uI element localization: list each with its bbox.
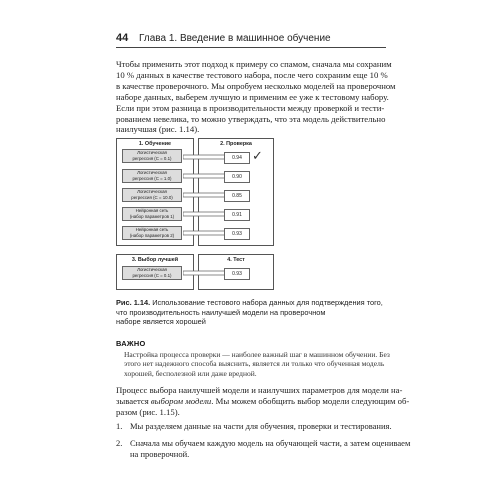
model-box xyxy=(122,169,182,183)
model-params: регрессия (C = 1.0) xyxy=(132,175,172,181)
score-box: 0.93 xyxy=(224,228,250,240)
model-name: Логистическая xyxy=(137,189,167,194)
list-item xyxy=(116,421,392,432)
text-line: рованием невелика, то можно утверждать, что эта модель действительно xyxy=(116,113,386,124)
text-line: 10 % данных в качестве тестового набора, после чего сохраним еще 10 % xyxy=(116,69,388,80)
list-text: Мы разделяем данные на части для обучения, проверки и тестирования. xyxy=(130,421,392,431)
score-box: 0.90 xyxy=(224,171,250,183)
score-box: 0.91 xyxy=(224,209,250,221)
select-best-title: 3. Выбор лучшей xyxy=(131,257,179,263)
model-box xyxy=(122,226,182,240)
model-box xyxy=(122,149,182,163)
model-name: Логистическая xyxy=(137,150,167,155)
list-text: Сначала мы обучаем каждую модель на обучающей части, а затем оцениваем xyxy=(130,437,411,448)
model-name: Логистическая xyxy=(137,170,167,175)
model-name: Нейронная сеть xyxy=(135,208,169,213)
validation-title: 2. Проверка xyxy=(220,141,252,147)
model-params: регрессия (C = 0.1) xyxy=(132,272,172,278)
text-line xyxy=(116,395,410,407)
model-name: Нейронная сеть xyxy=(135,227,169,232)
note-title: ВАЖНО xyxy=(116,339,146,348)
text-line: Если при этом разница в производительности между проверкой и тести- xyxy=(116,102,385,113)
text-line: Чтобы применить этот подход к примеру со спамом, сначала мы сохраним xyxy=(116,59,392,69)
caption-line xyxy=(116,298,386,308)
model-name: Логистическая xyxy=(137,267,167,272)
note-line: хорошей, бесполезной или даже вредной. xyxy=(124,368,257,378)
caption-line: наборе является хорошей xyxy=(116,317,206,326)
model-box xyxy=(122,188,182,202)
text-line: в качестве проверочного. Мы опробуем несколько моделей на проверочном xyxy=(116,80,396,91)
list-item xyxy=(116,437,411,460)
model-box xyxy=(122,207,182,221)
list-number: 2. xyxy=(116,437,123,448)
test-score-box: 0.93 xyxy=(224,268,250,280)
paragraph-2 xyxy=(116,385,410,418)
caption-text: Использование тестового набора данных для подтверждения того, xyxy=(150,298,383,307)
text-line: разом (рис. 1.15). xyxy=(116,406,180,417)
list-number: 1. xyxy=(116,421,123,431)
note-body xyxy=(124,350,390,378)
figure-caption xyxy=(116,298,386,327)
text-segment: зывается xyxy=(116,395,151,406)
model-params: (набор параметров 1) xyxy=(129,213,175,219)
header-rule xyxy=(116,47,386,48)
text-line: наилучшая (рис. 1.14). xyxy=(116,124,200,135)
text-segment: . Мы можем обобщить выбор модели следующим об- xyxy=(211,395,410,406)
text-line: наборе данных, выберем лучшую и применим ее уже к тестовому набору. xyxy=(116,91,389,102)
caption-line: что производительность наилучшей модели на проверочном xyxy=(116,307,326,317)
note-line: Настройка процесса проверки — наиболее важный шаг в машинном обучении. Без xyxy=(124,350,390,359)
test-title: 4. Тест xyxy=(227,257,245,263)
model-params: регрессия (C = 10.0) xyxy=(131,194,173,200)
score-box: 0.85 xyxy=(224,190,250,202)
numbered-list xyxy=(116,421,411,460)
text-line: Процесс выбора наилучшей модели и наилучших параметров для модели на- xyxy=(116,385,403,395)
list-text: на проверочной. xyxy=(130,448,190,459)
figure-1-14 xyxy=(116,138,386,293)
model-params: регрессия (C = 0.1) xyxy=(132,155,172,161)
best-model-box xyxy=(122,266,182,280)
caption-label: Рис. 1.14. xyxy=(116,298,151,307)
running-header xyxy=(116,32,331,44)
check-icon: ✓ xyxy=(252,148,263,163)
training-title: 1. Обучение xyxy=(138,141,172,147)
emphasis-term: выбором модели xyxy=(150,395,212,406)
model-params: (набор параметров 2) xyxy=(129,232,175,238)
page-number: 44 xyxy=(116,32,129,44)
chapter-title: Глава 1. Введение в машинное обучение xyxy=(139,33,331,44)
note-line: этого нет надежного способа выяснить, является ли только что обученная модель xyxy=(124,359,385,369)
paragraph-1 xyxy=(116,59,396,135)
score-box: 0.94 xyxy=(224,152,250,164)
